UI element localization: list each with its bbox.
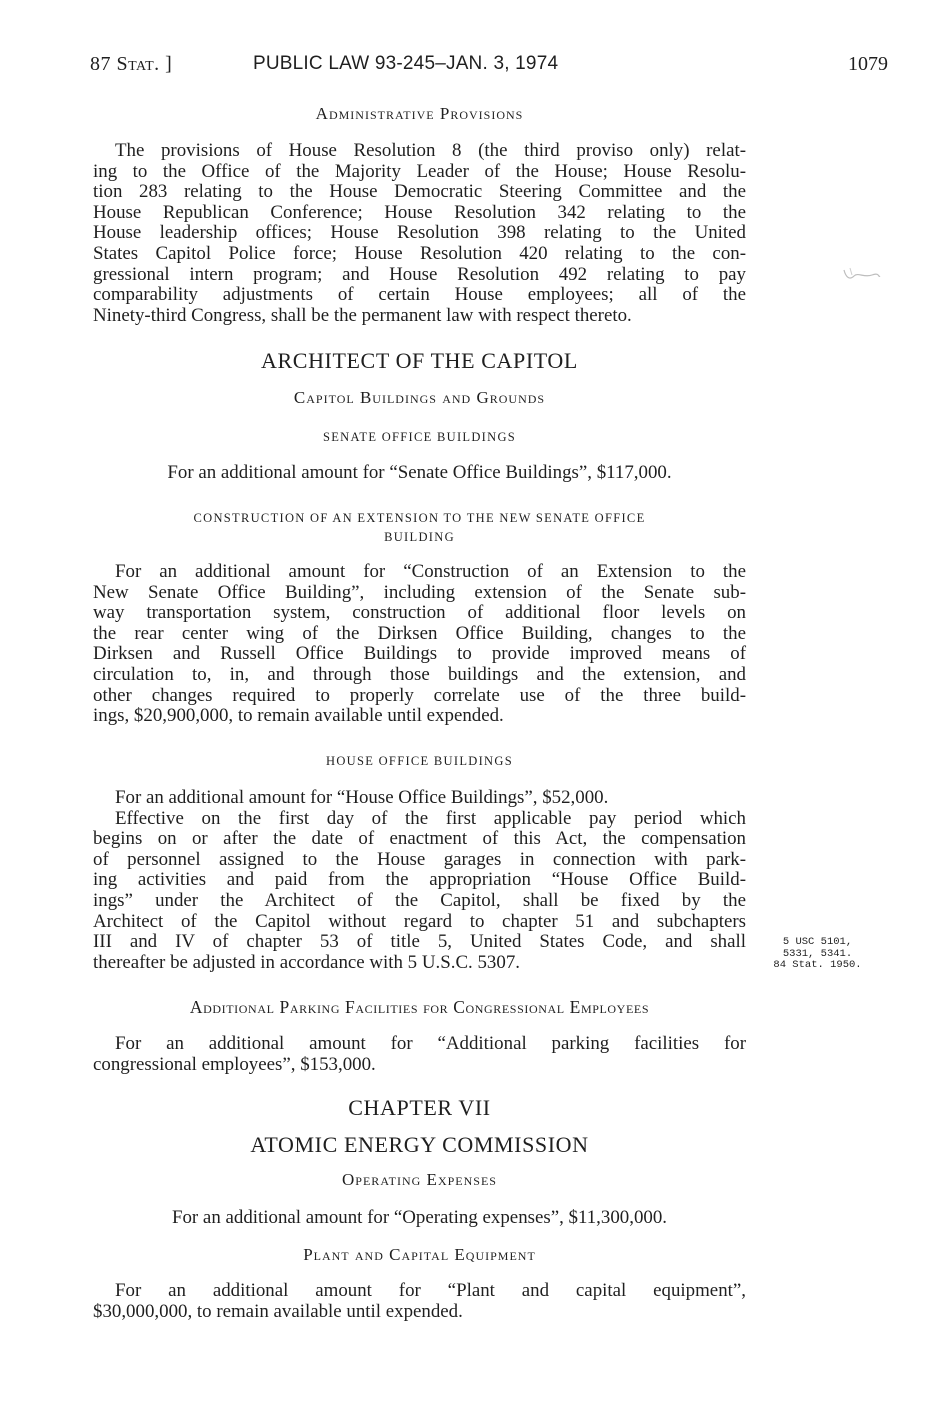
text-line: The provisions of House Resolution 8 (the third proviso only) relat-	[115, 140, 746, 161]
text-line: For an additional amount for “Plant and capital equipment”,	[115, 1280, 746, 1301]
plant-equipment-paragraph	[93, 1281, 746, 1322]
text-line: comparability adjustments of certain House employees; all of the	[93, 284, 746, 306]
margin-citation	[760, 937, 875, 972]
house-office-heading: HOUSE OFFICE BUILDINGS	[326, 754, 513, 768]
text-line: other changes required to properly correlate use of the three build-	[93, 684, 746, 706]
text-line: begins on or after the date of enactment of this Act, the compensation	[93, 828, 746, 850]
text-line: ings” under the Architect of the Capitol, shall be fixed by the	[93, 889, 746, 911]
law-title: PUBLIC LAW 93-245–JAN. 3, 1974	[253, 53, 559, 74]
text-line: House leadership offices; House Resolution 398 relating to the United	[93, 222, 746, 244]
margin-citation-line: 5331, 5341.	[782, 947, 853, 960]
text-line: New Senate Office Building”, including extension of the Senate sub-	[93, 581, 746, 603]
plant-equipment-heading: Plant and Capital Equipment	[303, 1245, 536, 1264]
margin-citation-line: 5 USC 5101,	[782, 936, 853, 948]
administrative-provisions-heading: Administrative Provisions	[315, 104, 524, 123]
parking-heading: Additional Parking Facilities for Congressional Employees	[189, 997, 650, 1017]
text-line: Effective on the first day of the first applicable pay period which	[115, 807, 746, 829]
senate-office-heading: SENATE OFFICE BUILDINGS	[322, 430, 517, 444]
house-office-paragraph	[93, 788, 746, 973]
text-line: Architect of the Capitol without regard to chapter 51 and subchapters	[93, 910, 746, 932]
text-line: $30,000,000, to remain available until expended.	[93, 1300, 463, 1322]
capitol-buildings-heading: Capitol Buildings and Grounds	[293, 388, 546, 407]
text-line: ings, $20,900,000, to remain available until expended.	[93, 705, 504, 727]
text-line: For an additional amount for “Additional parking facilities for	[115, 1033, 746, 1054]
text-line: House Republican Conference; House Resolution 342 relating to the	[93, 201, 746, 223]
handwritten-mark	[842, 266, 882, 286]
operating-expenses-text: For an additional amount for “Operating expenses”, $11,300,000.	[171, 1207, 668, 1228]
text-line: congressional employees”, $153,000.	[93, 1053, 376, 1075]
senate-office-text: For an additional amount for “Senate Office Buildings”, $117,000.	[167, 462, 672, 483]
margin-citation-line: 84 Stat. 1950.	[773, 959, 862, 971]
parking-paragraph	[93, 1034, 746, 1075]
text-line: ing activities and paid from the appropriation “House Office Build-	[93, 869, 746, 891]
statute-reference: 87 Stat. ]	[90, 53, 173, 75]
text-line: States Capitol Police force; House Resolution 420 relating to the con-	[93, 242, 746, 264]
page-number: 1079	[848, 53, 888, 75]
construction-heading-line1: CONSTRUCTION OF AN EXTENSION TO THE NEW SENATE OFFICE	[193, 511, 646, 525]
text-line: ing to the Office of the Majority Leader of the House; House Resolu-	[93, 160, 746, 182]
chapter-title: CHAPTER VII	[348, 1095, 491, 1120]
text-line: For an additional amount for “Construction of an Extension to the	[115, 561, 746, 582]
administrative-provisions-paragraph	[93, 141, 746, 326]
text-line: For an additional amount for “House Office Buildings”, $52,000.	[115, 787, 609, 808]
text-line: thereafter be adjusted in accordance with 5 U.S.C. 5307.	[93, 951, 520, 973]
text-line: of personnel assigned to the House garages in connection with park-	[93, 848, 746, 870]
text-line: way transportation system, construction of additional floor levels on	[93, 602, 746, 624]
text-line: circulation to, in, and through those buildings and the extension, and	[93, 663, 746, 685]
text-line: gressional intern program; and House Resolution 492 relating to pay	[93, 263, 746, 285]
architect-title: ARCHITECT OF THE CAPITOL	[261, 348, 578, 373]
construction-paragraph	[93, 562, 746, 727]
text-line: the rear center wing of the Dirksen Office Building, changes to the	[93, 622, 746, 644]
operating-expenses-heading: Operating Expenses	[342, 1170, 497, 1189]
agency-title: ATOMIC ENERGY COMMISSION	[250, 1132, 589, 1157]
text-line: Dirksen and Russell Office Buildings to provide improved means of	[93, 643, 746, 665]
text-line: tion 283 relating to the House Democratic Steering Committee and the	[93, 181, 746, 203]
text-line: Ninety-third Congress, shall be the permanent law with respect thereto.	[93, 304, 632, 326]
construction-heading-line2: BUILDING	[384, 530, 455, 544]
text-line: III and IV of chapter 53 of title 5, United States Code, and shall	[93, 931, 746, 953]
